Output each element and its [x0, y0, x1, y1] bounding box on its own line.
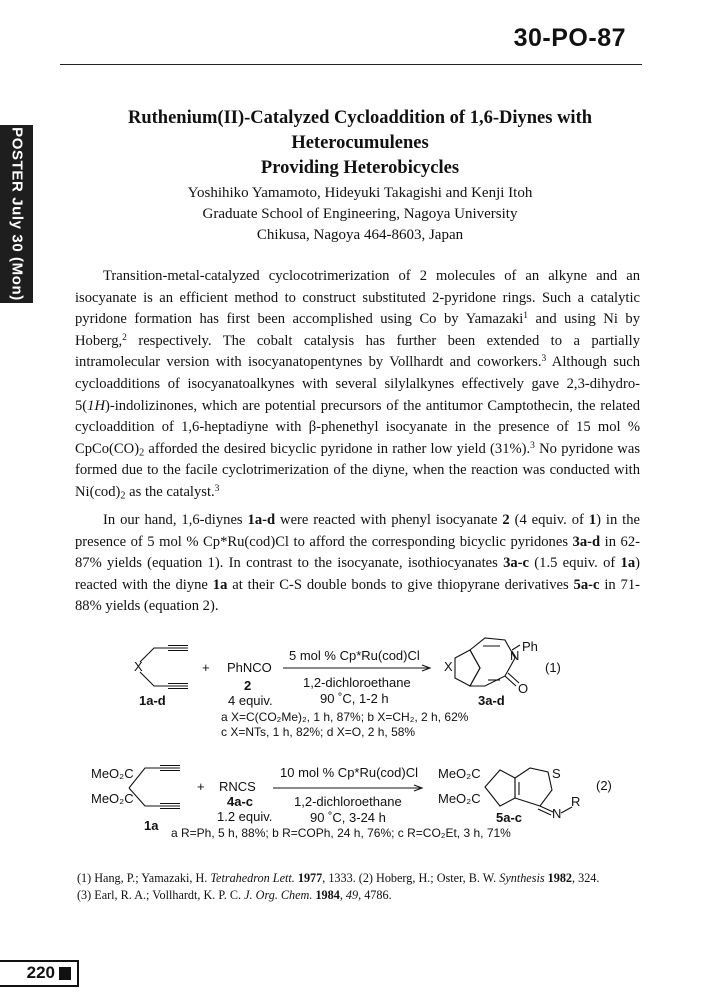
page-number: 220: [26, 963, 55, 982]
scheme1-product-3a-d: 3a-d: [478, 693, 505, 708]
scheme1-reagent: PhNCO: [227, 660, 272, 675]
scheme2-product-ester-top: MeO₂C: [438, 766, 481, 781]
reference-line-2: (3) Earl, R. A.; Vollhardt, K. P. C. J. Org. Chem. 1984, 49, 4786.: [77, 888, 392, 902]
side-tab-label: POSTER July 30 (Mon): [8, 127, 25, 301]
scheme2-product-n: N: [552, 806, 562, 821]
scheme1-compound-1a-d: 1a-d: [139, 693, 166, 708]
address: Chikusa, Nagoya 464-8603, Japan: [256, 227, 464, 243]
scheme2-reagent: RNCS: [219, 779, 256, 794]
scheme2-note: a R=Ph, 5 h, 88%; b R=COPh, 24 h, 76%; c R=CO₂Et, 3 h, 71%: [171, 826, 511, 840]
scheme1-product-ph: Ph: [522, 639, 538, 654]
scheme2-plus: +: [197, 779, 205, 794]
title-line-2: Providing Heterobicycles: [260, 158, 460, 178]
scheme1-product-o: O: [518, 681, 529, 696]
scheme-2: [129, 766, 572, 816]
scheme1-equation-number: (1): [545, 660, 561, 675]
scheme2-product-5a-c: 5a-c: [496, 810, 523, 825]
author-block: [60, 183, 660, 246]
poster-code: 30-PO-87: [513, 24, 626, 52]
scheme1-plus: +: [202, 660, 210, 675]
paragraph-intro: Transition-metal-catalyzed cyclocotrimerization of 2 molecules of an alkyne and an isocyanate is an efficient method to construct substituted 2-pyridone rings. Such a catalytic pyridone formation has first been accomplished using Co by Yamazaki$^1$ and using Ni by Hoberg,$^2$ respectively. The cobalt catalysis has further been extended to a partially intramolecular version with isocyanatopentynes by Vollhardt and coworkers.$^3$ Although such cycloadditions of isocyanatoalkynes with several silylalkynes effectively gave 2,3-dihydro-5(1H)-indolizinones, which are potential precursors of the antitumor Camptothecin, the related cycloaddition of 1,6-heptadiyne with β-phenethyl isocyanate in the presence of 15 mol % $CpCo(CO)_2$ afforded the desired bicyclic pyridone in rather low yield (31%).$^3$ No pyridone was formed due to the facile cyclotrimerization of the diyne, when the reaction was conducted with $Ni(cod)_2$ as the catalyst.$^3$: [75, 268, 641, 502]
scheme-1: [140, 638, 520, 689]
scheme2-compound-1a: 1a: [144, 818, 159, 833]
side-tab: [0, 125, 33, 303]
scheme1-product-x: X: [444, 659, 453, 674]
scheme2-reagent-number: 4a-c: [227, 794, 254, 809]
scheme2-product-ester-bottom: MeO₂C: [438, 791, 481, 806]
references: [77, 870, 647, 904]
scheme2-solvent: 1,2-dichloroethane: [294, 794, 402, 809]
scheme1-product-n: N: [510, 648, 520, 663]
scheme2-product-s: S: [552, 766, 561, 781]
scheme2-equation-number: (2): [596, 778, 612, 793]
scheme2-conditions: 90 ˚C, 3-24 h: [310, 810, 386, 825]
scheme1-reagent-equiv: 4 equiv.: [228, 693, 273, 708]
scheme2-ester-top: MeO₂C: [91, 766, 134, 781]
scheme1-reagent-number: 2: [244, 678, 252, 693]
scheme1-note-1: a X=C(CO₂Me)₂, 1 h, 87%; b X=CH₂, 2 h, 62%: [221, 710, 469, 724]
page-marker-square: [59, 967, 71, 980]
author-names: Yoshihiko Yamamoto, Hideyuki Takagishi and Kenji Itoh: [187, 185, 533, 201]
scheme1-conditions: 90 ˚C, 1-2 h: [320, 691, 389, 706]
scheme2-reagent-equiv: 1.2 equiv.: [217, 809, 273, 824]
scheme1-solvent: 1,2-dichloroethane: [303, 675, 411, 690]
scheme2-catalyst: 10 mol % Cp*Ru(cod)Cl: [280, 765, 418, 780]
title-line-1: Ruthenium(II)-Catalyzed Cycloaddition of 1,6-Diynes with Heterocumulenes: [127, 108, 593, 153]
paragraph-results: In our hand, 1,6-diynes 1a-d were reacted with phenyl isocyanate 2 (4 equiv. of 1) in the presence of 5 mol % Cp*Ru(cod)Cl to afford the corresponding bicyclic pyridones 3a-d in 62-87% yields (equation 1). In contrast to the isocyanate, isothiocyanates 3a-c (1.5 equiv. of 1a) reacted with the diyne 1a at their C-S double bonds to give thiopyrane derivatives 5a-c in 71-88% yields (equation 2).: [75, 512, 641, 615]
scheme2-ester-bottom: MeO₂C: [91, 791, 134, 806]
scheme1-note-2: c X=NTs, 1 h, 82%; d X=O, 2 h, 58%: [221, 725, 416, 739]
paper-title: [60, 106, 660, 181]
reference-line-1: (1) Hang, P.; Yamazaki, H. Tetrahedron Lett. 1977, 1333. (2) Hoberg, H.; Oster, B. W. Synthesis 1982, 324.: [77, 871, 600, 885]
scheme2-product-r: R: [571, 794, 581, 809]
scheme1-x-label: X: [134, 659, 143, 674]
header-rule: [60, 64, 642, 65]
affiliation: Graduate School of Engineering, Nagoya University: [202, 206, 518, 222]
page-number-box: [0, 960, 79, 987]
scheme1-catalyst: 5 mol % Cp*Ru(cod)Cl: [289, 648, 420, 663]
